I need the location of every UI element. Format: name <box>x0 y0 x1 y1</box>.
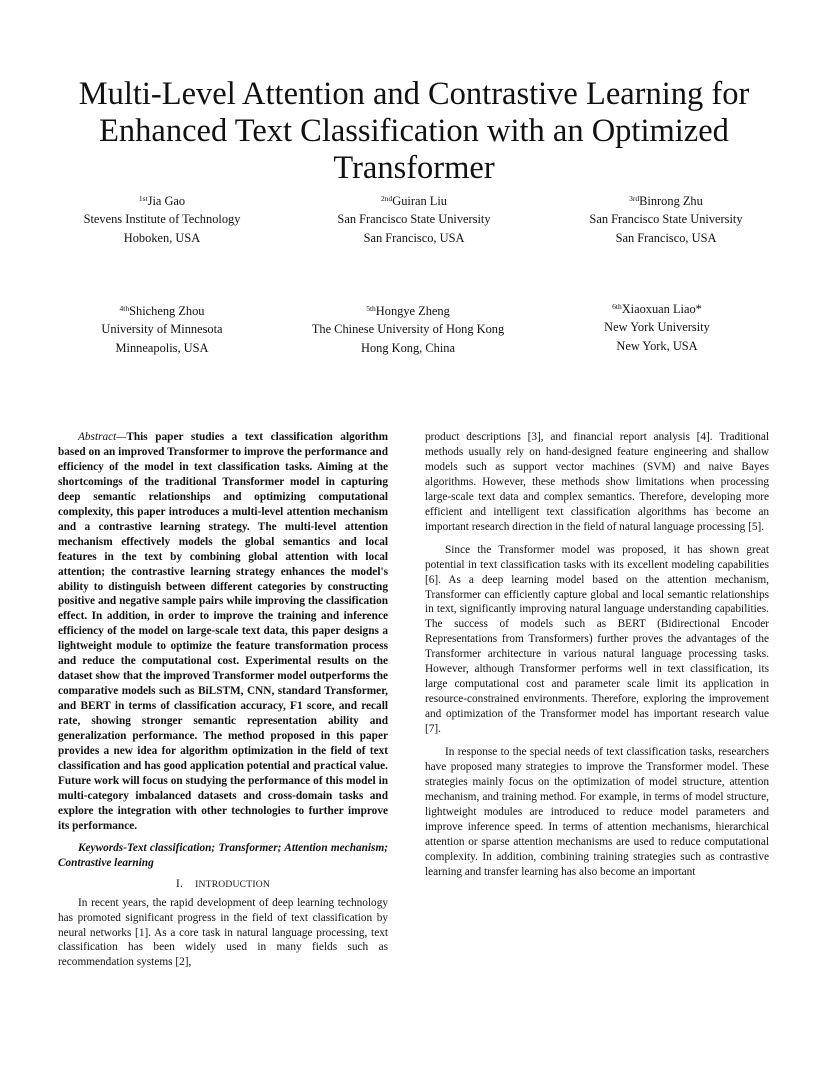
author-ordinal: 4th <box>119 304 130 313</box>
author-name-line <box>278 302 538 320</box>
author-affiliation: New York University <box>604 320 710 335</box>
author-name: Binrong Zhu <box>639 194 703 208</box>
author-ordinal: 2nd <box>381 194 393 203</box>
intro-paragraph-1: In recent years, the rapid development of deep learning technology has promoted significant progress in the field of text classification by neural networks [1]. As a core task in natural language processing, text classification has been widely used in many fields such as recommendation systems [2], <box>58 896 388 969</box>
paper-title: Multi-Level Attention and Contrastive Learning for Enhanced Text Classification with an Optimized Transformer <box>78 76 750 186</box>
author-block-4 <box>32 302 292 357</box>
author-affiliation: San Francisco State University <box>337 212 491 227</box>
abstract <box>58 430 388 834</box>
author-location: New York, USA <box>616 338 698 353</box>
author-affiliation: The Chinese University of Hong Kong <box>311 322 505 337</box>
author-ordinal: 1st <box>138 194 148 203</box>
author-location: San Francisco, USA <box>615 230 717 245</box>
author-affiliation: San Francisco State University <box>589 212 743 227</box>
author-name-line <box>536 192 796 210</box>
intro-paragraph-1-continued: product descriptions [3], and financial report analysis [4]. Traditional methods usually rely on hand-designed feature engineering and shallow models such as support vector machines (SVM) and naive Bayes algorithms. However, these methods show limitations when processing large-scale text data and complex semantics. Therefore, developing more efficient and intelligent text classification algorithms has become an important research direction in the field of natural language processing [5]. <box>425 431 769 533</box>
author-name: Hongye Zheng <box>375 304 450 318</box>
author-block-1 <box>32 192 292 247</box>
author-affiliation: Stevens Institute of Technology <box>83 212 241 227</box>
author-block-6 <box>527 300 787 355</box>
keywords-heading: Keywords- <box>78 841 127 854</box>
author-name-line <box>284 192 544 210</box>
author-name-line <box>32 192 292 210</box>
left-column <box>58 430 388 970</box>
intro-paragraph-3: In response to the special needs of text classification tasks, researchers have proposed many strategies to improve the Transformer model. These strategies mainly focus on the optimization of model structure, attention mechanism, and training method. For example, in terms of model structure, lightweight modules are introduced to reduce model parameters and improve inference speed. In terms of attention mechanisms, hierarchical attention or sparse attention mechanisms are used to reduce computational complexity. In addition, combining training strategies such as contrastive learning and transfer learning has also become an important <box>425 746 769 878</box>
keywords-text: Text classification; Transformer; Attention mechanism; Contrastive learning <box>58 841 388 869</box>
section-title: INTRODUCTION <box>195 878 270 890</box>
author-location: Hoboken, USA <box>123 230 201 245</box>
author-name-line <box>527 300 787 318</box>
author-block-3 <box>536 192 796 247</box>
author-location: San Francisco, USA <box>363 230 465 245</box>
intro-paragraph-2: Since the Transformer model was proposed, it has shown great potential in text classification tasks with its excellent modeling capabilities [6]. As a deep learning model based on the attention mechanism, Transformer can efficiently capture global and local semantic relationships in text, significantly improving natural language understanding capabilities. The success of models such as BERT (Bidirectional Encoder Representations from Transformers) further proves the advantages of the Transformer architecture in various natural language processing tasks. However, although Transformer performs well in text classification, its large computational cost and parameter scale limit its application in resource-constrained environments. Therefore, exploring the improvement and optimization of the Transformer model has important research value [7]. <box>425 543 769 736</box>
author-block-5 <box>278 302 538 357</box>
author-name-line <box>32 302 292 320</box>
author-name: Shicheng Zhou <box>129 304 205 318</box>
keywords <box>58 841 388 871</box>
section-heading-introduction <box>58 877 388 893</box>
author-ordinal: 6th <box>612 302 622 311</box>
right-column <box>425 430 769 880</box>
author-location: Minneapolis, USA <box>115 340 209 355</box>
author-name: Guiran Liu <box>392 194 447 208</box>
abstract-text: This paper studies a text classification algorithm based on an improved Transformer to improve the performance and efficiency of the model in text classification tasks. Aiming at the shortcomings of the traditional Transformer model in capturing deep semantic relationships and optimizing computational complexity, this paper introduces a multi-level attention mechanism and a contrastive learning strategy. The multi-level attention mechanism effectively models the global semantics and local features in the text by combining global attention with local attention; the contrastive learning strategy enhances the model's ability to distinguish between different categories by constructing positive and negative sample pairs while improving the classification effect. In addition, in order to improve the training and inference efficiency of the model on large-scale text data, this paper designs a lightweight module to optimize the feature transformation process and reduce the computational cost. Experimental results on the dataset show that the improved Transformer model outperforms the comparative models such as BiLSTM, CNN, standard Transformer, and BERT in terms of classification accuracy, F1 score, and recall rate, showing stronger semantic representation ability and generalization performance. The method proposed in this paper provides a new idea for algorithm optimization in the field of text classification and has good application potential and practical value. Future work will focus on studying the performance of this model in multi-category imbalanced datasets and cross-domain tasks and explore the integration with other technologies to further improve its performance. <box>58 431 388 832</box>
author-ordinal: 5th <box>366 304 376 313</box>
author-ordinal: 3rd <box>629 194 640 203</box>
author-location: Hong Kong, China <box>361 340 455 355</box>
author-name: Xiaoxuan Liao* <box>621 302 702 316</box>
author-block-2 <box>284 192 544 247</box>
abstract-heading: Abstract— <box>78 431 127 443</box>
author-name: Jia Gao <box>147 194 186 208</box>
section-number: I. <box>176 877 183 890</box>
author-affiliation: University of Minnesota <box>101 322 223 337</box>
